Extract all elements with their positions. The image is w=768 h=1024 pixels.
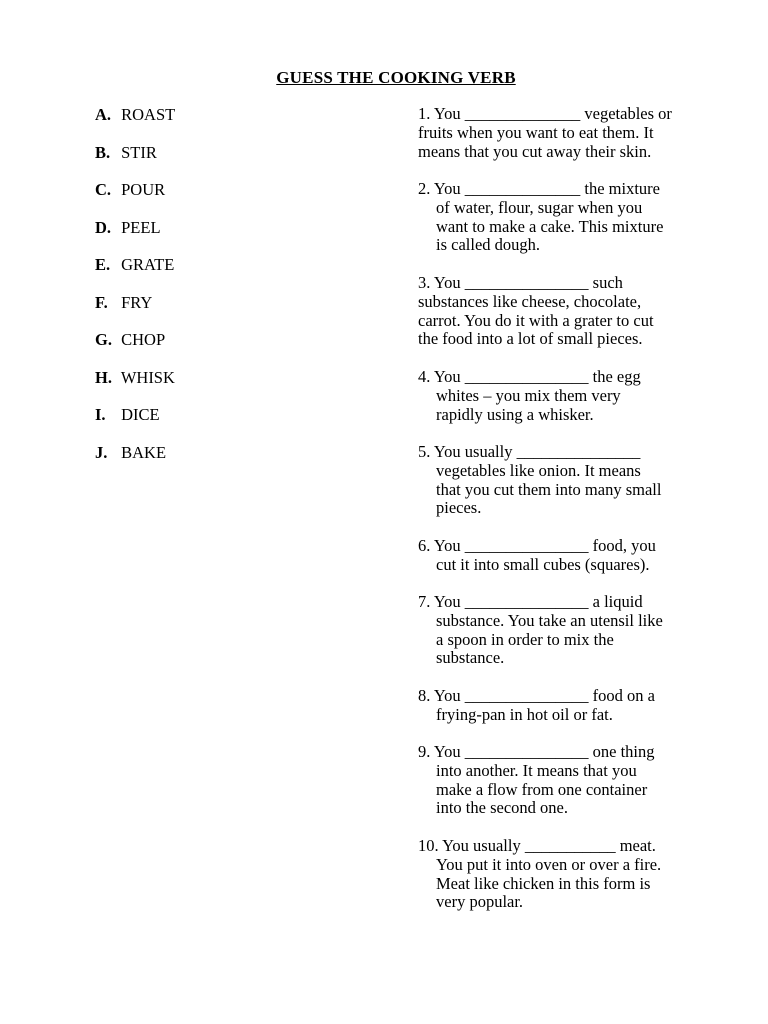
option-letter: J. [95, 443, 108, 462]
option-item [95, 293, 152, 313]
question-line: the food into a lot of small pieces. [418, 329, 643, 349]
question-line: substances like cheese, chocolate, [418, 291, 642, 311]
question-line: frying-pan in hot oil or fat. [436, 704, 613, 724]
question-line: whites – you mix them very [436, 385, 621, 405]
question-line: very popular. [436, 892, 524, 912]
option-word: WHISK [120, 368, 175, 387]
question-line: 6. You _______________ food, you [418, 536, 656, 555]
option-word: DICE [121, 405, 160, 424]
question-line: is called dough. [436, 235, 541, 255]
option-word: ROAST [121, 105, 176, 124]
question-line: make a flow from one container [436, 779, 648, 799]
page-title: GUESS THE COOKING VERB [276, 68, 516, 87]
option-letter: D. [95, 218, 112, 237]
question-line: 10. You usually ___________ meat. [418, 836, 656, 855]
question-line: carrot. You do it with a grater to cut [418, 310, 654, 330]
option-letter: B. [95, 143, 111, 162]
option-item [95, 330, 165, 350]
option-item [95, 368, 175, 388]
option-word: GRATE [121, 255, 175, 274]
question-item [418, 593, 738, 668]
question-line: into another. It means that you [436, 760, 637, 780]
question-line: into the second one. [436, 798, 568, 818]
question-line: pieces. [436, 498, 482, 518]
question-item [418, 105, 738, 161]
option-letter: I. [95, 405, 106, 424]
option-letter: E. [95, 255, 111, 274]
option-item [95, 405, 160, 425]
question-line: Meat like chicken in this form is [436, 873, 651, 893]
question-line: substance. You take an utensil like [436, 610, 663, 630]
question-line: 3. You _______________ such [418, 273, 623, 292]
question-line: want to make a cake. This mixture [436, 216, 664, 236]
question-line: of water, flour, sugar when you [436, 197, 643, 217]
question-item [418, 837, 738, 912]
option-word: FRY [121, 293, 153, 312]
question-item [418, 743, 738, 818]
option-item [95, 443, 166, 463]
question-line: 2. You ______________ the mixture [418, 179, 661, 198]
option-item [95, 143, 157, 163]
question-line: rapidly using a whisker. [436, 404, 594, 424]
question-line: 4. You _______________ the egg [418, 367, 641, 386]
option-word: PEEL [121, 218, 161, 237]
question-line: 1. You ______________ vegetables or [418, 104, 672, 123]
option-letter: A. [95, 105, 112, 124]
question-line: 5. You usually _______________ [418, 442, 641, 461]
question-line: 9. You _______________ one thing [418, 742, 655, 761]
option-word: STIR [121, 143, 157, 162]
option-item [95, 218, 161, 238]
option-word: CHOP [121, 330, 166, 349]
question-line: means that you cut away their skin. [418, 141, 652, 161]
option-item [95, 180, 165, 200]
option-word: POUR [121, 180, 166, 199]
question-item [418, 537, 738, 575]
option-letter: C. [95, 180, 112, 199]
option-letter: F. [95, 293, 108, 312]
option-letter: H. [95, 368, 112, 387]
question-item [418, 443, 738, 518]
question-line: cut it into small cubes (squares). [436, 554, 650, 574]
option-word: BAKE [121, 443, 167, 462]
option-letter: G. [95, 330, 112, 349]
question-item [418, 180, 738, 255]
question-item [418, 368, 738, 424]
question-line: substance. [436, 648, 505, 668]
question-line: a spoon in order to mix the [436, 629, 614, 649]
question-item [418, 687, 738, 725]
question-line: fruits when you want to eat them. It [418, 122, 654, 142]
question-line: vegetables like onion. It means [436, 460, 641, 480]
option-item [95, 255, 174, 275]
question-line: You put it into oven or over a fire. [436, 854, 662, 874]
question-line: 7. You _______________ a liquid [418, 592, 643, 611]
option-item [95, 105, 175, 125]
question-line: 8. You _______________ food on a [418, 686, 655, 705]
question-line: that you cut them into many small [436, 479, 662, 499]
question-item [418, 274, 738, 349]
